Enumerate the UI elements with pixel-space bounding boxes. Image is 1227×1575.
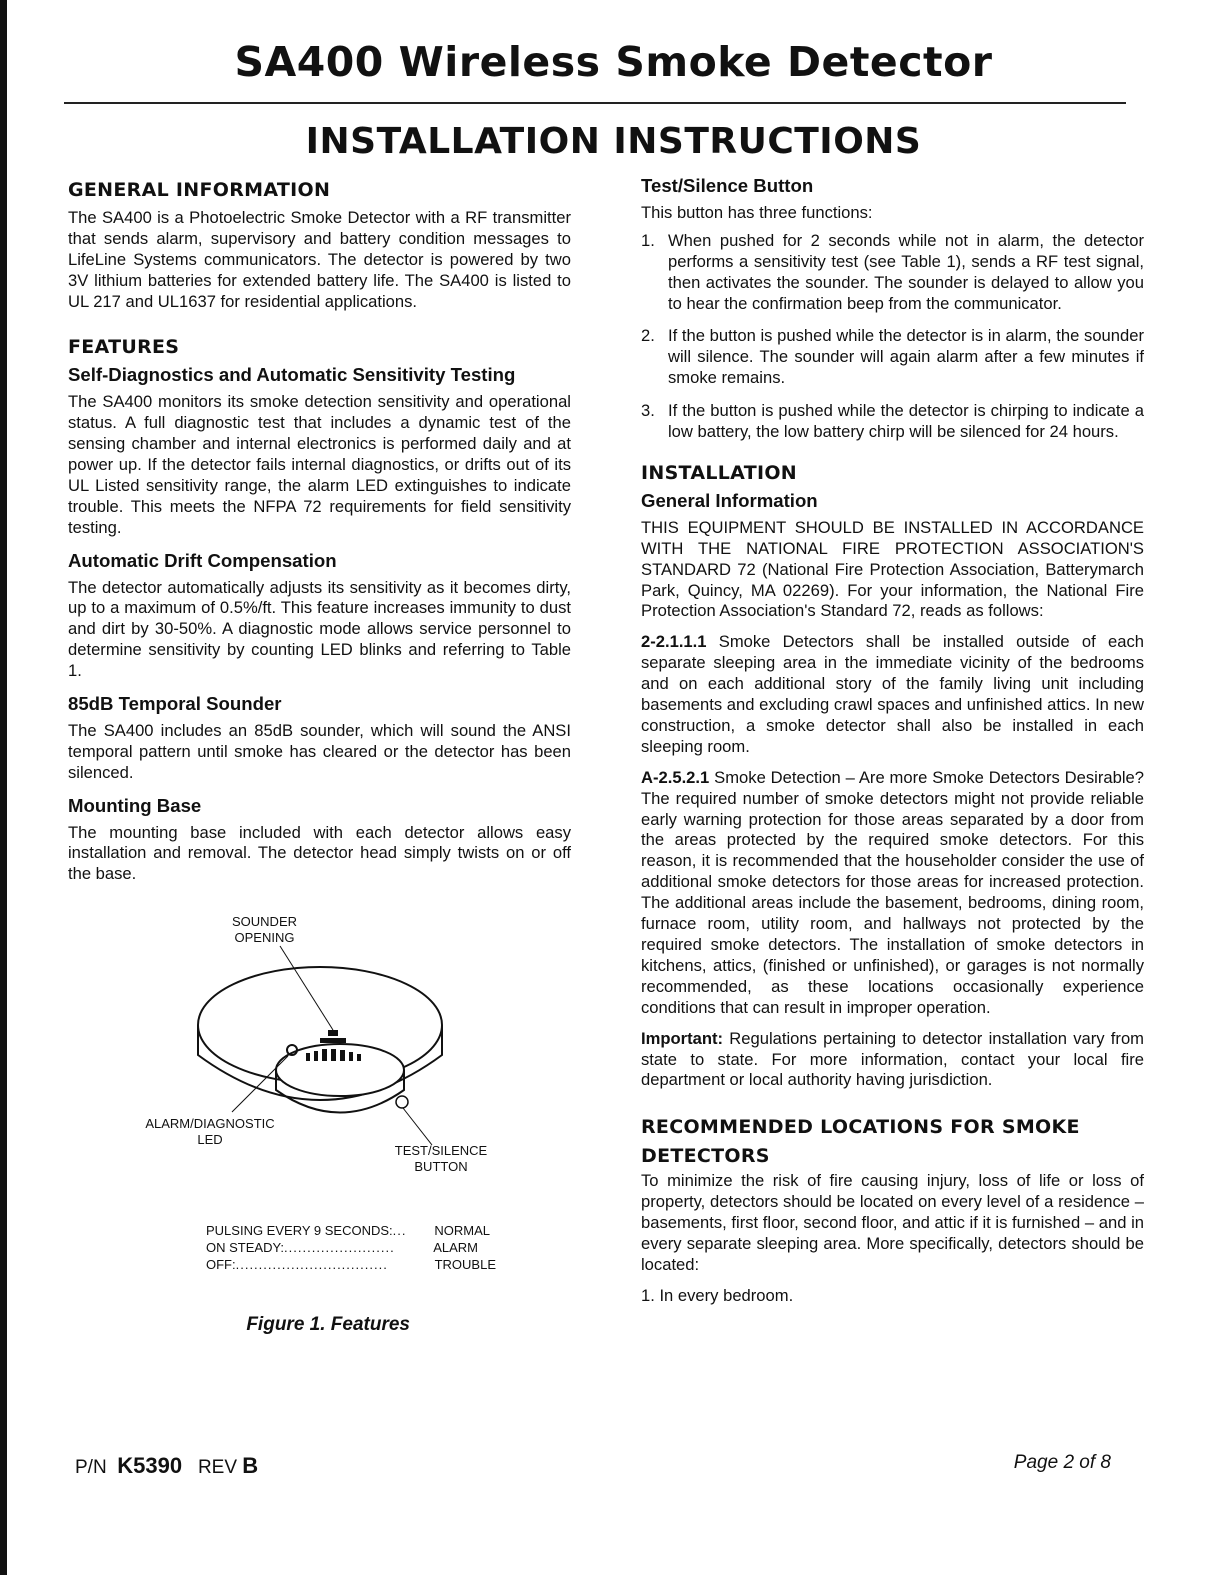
legend-row: PULSING EVERY 9 SECONDS: ... NORMAL (206, 1223, 490, 1238)
features-figure (120, 910, 520, 1370)
test-silence-list (641, 231, 1144, 443)
mounting-base-text: The mounting base included with each detector allows easy installation and removal. The detector head simply twists on or off the base. (68, 822, 571, 884)
page-number: Page 2 of 8 (1013, 1452, 1111, 1473)
temporal-sounder-text: The SA400 includes an 85dB sounder, which will sound the ANSI temporal pattern until smoke has cleared or the detector has been silenced. (68, 720, 571, 782)
self-diagnostics-text: The SA400 monitors its smoke detection sensitivity and operational status. A full diagnostic test that includes a dynamic test of the sensing chamber and internal electronics is performed daily and at power up. If the detector fails internal diagnostics, or drifts out of its UL Listed sensitivity range, the alarm LED extinguishes to indicate trouble. This meets the NFPA 72 requirements for field sensitivity testing. (68, 392, 571, 537)
sounder-opening-label: SOUNDER OPENING (232, 914, 298, 945)
alarm-led-label: ALARM/DIAGNOSTIC LED (145, 1116, 275, 1147)
self-diagnostics-heading: Self-Diagnostics and Automatic Sensitivity Testing (68, 364, 516, 386)
mounting-base-heading: Mounting Base (68, 794, 202, 816)
page-edge-bar (0, 0, 7, 1575)
general-info-heading: GENERAL INFORMATION (68, 179, 331, 201)
figure-caption: Figure 1. Features (246, 1314, 410, 1335)
led-status-legend (206, 1222, 496, 1273)
document-subtitle: INSTALLATION INSTRUCTIONS (305, 121, 922, 162)
list-item: 2. If the button is pushed while the detector is in alarm, the sounder will silence. The sounder will again alarm after a few minutes if smoke remains. (641, 326, 1144, 388)
legend-row: ON STEADY: ........................ ALARM (206, 1240, 478, 1255)
test-silence-intro: This button has three functions: (641, 202, 873, 222)
recommended-item: 1. In every bedroom. (641, 1285, 794, 1305)
temporal-sounder-heading: 85dB Temporal Sounder (68, 693, 282, 715)
legend-row: OFF: ................................. TROUBLE (206, 1257, 496, 1272)
code-a-2-5-2-1: A-2.5.2.1 Smoke Detection – Are more Smoke Detectors Desirable? The required number of smoke detectors might not provide reliable early warning protection for those areas separated by a door from the areas protected by the required smoke detectors. For this reason, it is recommended that the householder consider the use of additional smoke detectors for those areas for increased protection. The additional areas include the basement, bedrooms, dining room, furnace room, utility room, and hallways not protected by the required smoke detectors. The installation of smoke detectors in kitchens, attics, (finished or unfinished), or garages is not normally recommended, as these locations occasionally experience conditions that can result in improper operation. (641, 767, 1144, 1017)
document-title: SA400 Wireless Smoke Detector (234, 38, 993, 86)
right-column (641, 176, 1144, 1307)
test-silence-heading: Test/Silence Button (641, 175, 814, 196)
drift-compensation-text: The detector automatically adjusts its sensitivity as it becomes dirty, up to a maximum of 0.5%/ft. This feature increases immunity to dust and dirt by 30-50%. A diagnostic mode allows service personnel to determine sensitivity by counting LED blinks and referring to Table 1. (68, 577, 571, 681)
important-note: Important: Regulations pertaining to detector installation vary from state to state. For more information, contact your local fire department or local authority having jurisdiction. (641, 1028, 1144, 1090)
test-silence-label: TEST/SILENCE BUTTON (394, 1143, 488, 1174)
title-rule (64, 102, 1126, 104)
part-number: P/N K5390 REV B (75, 1453, 259, 1478)
code-2-2-1-1-1: 2-2.1.1.1 Smoke Detectors shall be installed outside of each separate sleeping area in the immediate vicinity of the bedrooms and on each additional story of the family living unit including basements and excluding crawl spaces and unfinished attics. In new construction, a smoke detector shall also be installed in each sleeping room. (641, 632, 1144, 756)
general-info-text: The SA400 is a Photoelectric Smoke Detector with a RF transmitter that sends alarm, supervisory and battery condition messages to LifeLine Systems communicators. The detector is powered by two 3V lithium batteries for extended battery life. The SA400 is listed to UL 217 and UL1637 for residential applications. (68, 207, 571, 311)
recommended-locations-text: To minimize the risk of fire causing injury, loss of life or loss of property, detectors should be located on every level of a residence – basements, first floor, second floor, and attic if it is furnished – and in every separate sleeping area. More specifically, detectors should be located: (641, 1171, 1144, 1274)
list-item: 3. If the button is pushed while the detector is chirping to indicate a low battery, the low battery chirp will be silenced for 24 hours. (641, 401, 1144, 442)
general-information-heading: General Information (641, 489, 818, 511)
installation-heading: INSTALLATION (641, 461, 797, 484)
recommended-locations-heading: RECOMMENDED LOCATIONS FOR SMOKE DETECTORS (641, 1116, 1080, 1168)
drift-compensation-heading: Automatic Drift Compensation (68, 549, 337, 571)
left-column (68, 180, 571, 885)
list-item: 1. When pushed for 2 seconds while not in alarm, the detector performs a sensitivity test (see Table 1), sends a RF test signal, then activates the sounder. The sounder is delayed to allow you to hear the confirmation beep from the communicator. (641, 230, 1144, 313)
general-information-text: THIS EQUIPMENT SHOULD BE INSTALLED IN ACCORDANCE WITH THE NATIONAL FIRE PROTECTION ASSOCIATION'S STANDARD 72 (National Fire Protection Association, Batterymarch Park, Quincy, MA 02269). For your information, the National Fire Protection Association's Standard 72, reads as follows: (641, 517, 1144, 621)
features-heading: FEATURES (68, 336, 180, 359)
